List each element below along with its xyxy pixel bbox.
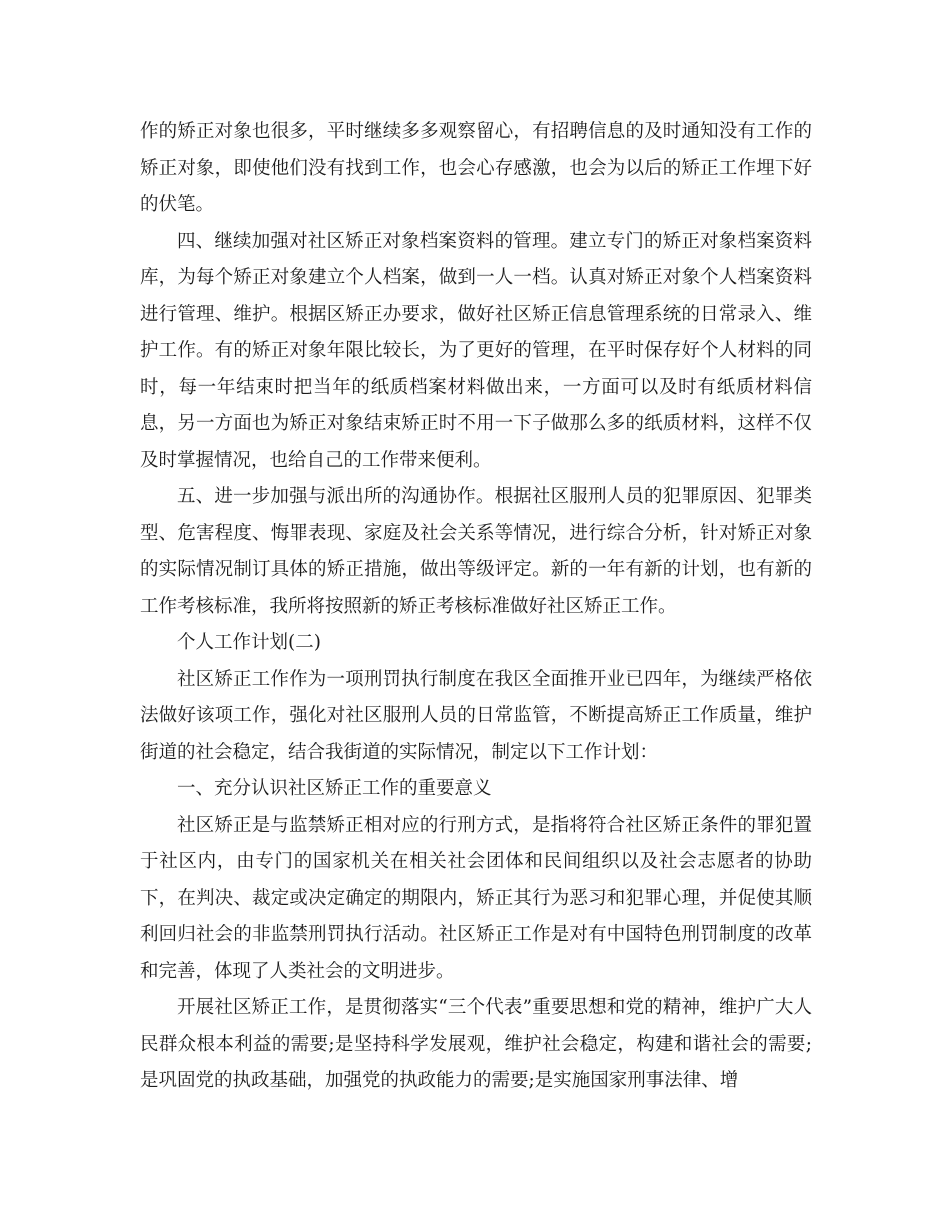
document-body — [140, 114, 812, 1100]
paragraph-definition: 社区矫正是与监禁矫正相对应的行刑方式，是指将符合社区矫正条件的罪犯置于社区内，由专门的国家机关在相关社会团体和民间组织以及社会志愿者的协助下，在判决、裁定或决定确定的期限内，矫正其行为恶习和犯罪心理，并促使其顺利回归社会的非监禁刑罚执行活动。社区矫正工作是对有中国特色刑罚制度的改革和完善，体现了人类社会的文明进步。 — [140, 814, 812, 982]
paragraph-section-four: 四、继续加强对社区矫正对象档案资料的管理。建立专门的矫正对象档案资料库，为每个矫正对象建立个人档案，做到一人一档。认真对矫正对象个人档案资料进行管理、维护。根据区矫正办要求，做好社区矫正信息管理系统的日常录入、维护工作。有的矫正对象年限比较长，为了更好的管理，在平时保存好个人材料的同时，每一年结束时把当年的纸质档案材料做出来，一方面可以及时有纸质材料信息，另一方面也为矫正对象结束矫正时不用一下子做那么多的纸质材料，这样不仅及时掌握情况，也给自己的工作带来便利。 — [140, 230, 812, 471]
paragraph-continuation: 作的矫正对象也很多，平时继续多多观察留心，有招聘信息的及时通知没有工作的矫正对象，即使他们没有找到工作，也会心存感激，也会为以后的矫正工作埋下好的伏笔。 — [140, 121, 812, 215]
heading-section-one: 一、充分认识社区矫正工作的重要意义 — [177, 778, 492, 799]
heading-work-plan-two: 个人工作计划(二) — [177, 632, 321, 653]
paragraph-section-five: 五、进一步加强与派出所的沟通协作。根据社区服刑人员的犯罪原因、犯罪类型、危害程度、悔罪表现、家庭及社会关系等情况，进行综合分析，针对矫正对象的实际情况制订具体的矫正措施，做出等级评定。新的一年有新的计划，也有新的工作考核标准，我所将按照新的矫正考核标准做好社区矫正工作。 — [140, 486, 812, 617]
paragraph-significance: 开展社区矫正工作，是贯彻落实“三个代表”重要思想和党的精神，维护广大人民群众根本利益的需要;是坚持科学发展观，维护社会稳定，构建和谐社会的需要;是巩固党的执政基础，加强党的执政能力的需要;是实施国家刑事法律、增 — [140, 997, 812, 1091]
paragraph-plan-intro: 社区矫正工作作为一项刑罚执行制度在我区全面推开业已四年，为继续严格依法做好该项工作，强化对社区服刑人员的日常监管，不断提高矫正工作质量，维护街道的社会稳定，结合我街道的实际情况，制定以下工作计划： — [140, 668, 812, 763]
